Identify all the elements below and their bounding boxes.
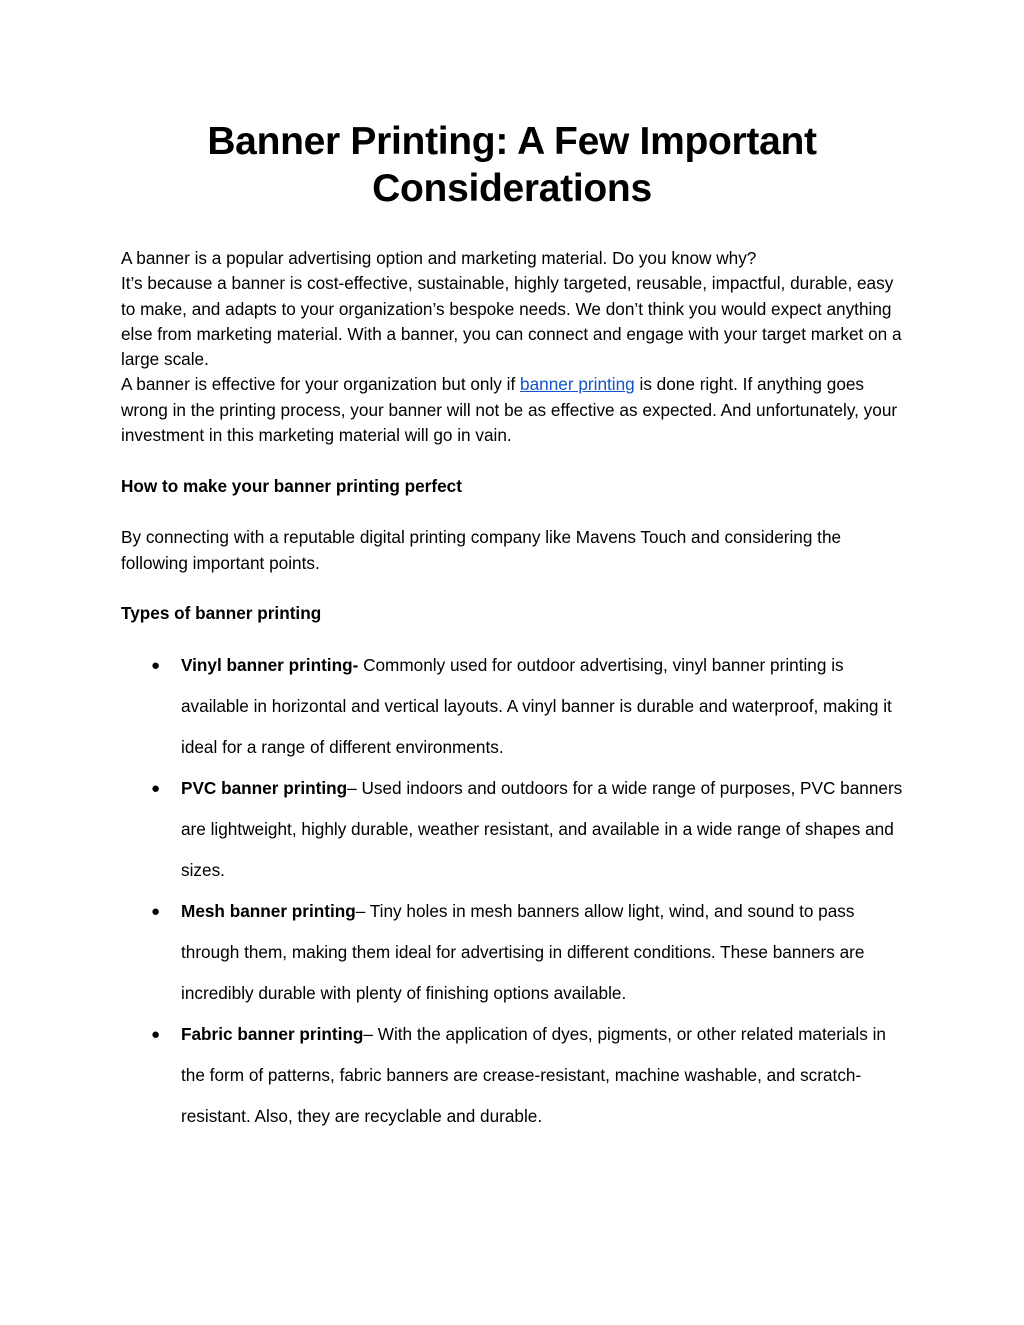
bullet-icon: ●: [151, 779, 161, 797]
intro-paragraph-3: [121, 372, 903, 448]
connecting-paragraph: By connecting with a reputable digital printing company like Mavens Touch and considering the following important points.: [121, 527, 842, 573]
intro-paragraph-3-end: is done right. If anything goes wrong in the printing process, your banner will not be as effective as expected. And unfortunately, your investment in this marketing material will go in vain.: [121, 374, 898, 446]
list-item-label: Vinyl banner printing-: [181, 654, 359, 675]
document-title: [121, 118, 903, 212]
intro-paragraph-1: A banner is a popular advertising option and marketing material. Do you know why?: [121, 248, 757, 268]
list-item-text: – With the application of dyes, pigments, or other related materials in the form of patterns, fabric banners are crease-resistant, machine washable, and scratch-resistant. Also, they are recyclable and durable.: [181, 1023, 886, 1126]
list-item-label: PVC banner printing: [181, 777, 348, 798]
heading-types: Types of banner printing: [121, 602, 322, 623]
title-line-1: Banner Printing: A Few Important: [207, 120, 817, 163]
intro-paragraph-2: It’s because a banner is cost-effective, sustainable, highly targeted, reusable, impactful, durable, easy to make, and adapts to your organization’s bespoke needs. We don’t think you would expect anything else from marketing material. With a banner, you can connect and engage with your target market on a large scale.: [121, 273, 902, 370]
heading-how-to: How to make your banner printing perfect: [121, 476, 462, 497]
list-item-text: – Used indoors and outdoors for a wide range of purposes, PVC banners are lightweight, highly durable, weather resistant, and available in a wide range of shapes and sizes.: [181, 777, 903, 880]
types-list: [121, 645, 903, 1137]
list-item-text: – Tiny holes in mesh banners allow light, wind, and sound to pass through them, making them ideal for advertising in different conditions. These banners are incredibly durable with plenty of finishing options available.: [181, 900, 865, 1003]
list-item-pvc: [121, 768, 903, 891]
list-item-text: Commonly used for outdoor advertising, vinyl banner printing is available in horizontal and vertical layouts. A vinyl banner is durable and waterproof, making it ideal for a range of different environments.: [181, 654, 892, 757]
list-item-vinyl: [121, 645, 903, 768]
bullet-icon: ●: [151, 1025, 161, 1043]
bullet-icon: ●: [151, 902, 161, 920]
banner-printing-link[interactable]: banner printing: [520, 374, 635, 395]
list-item-label: Fabric banner printing: [181, 1023, 364, 1044]
intro-paragraph-3-start: A banner is effective for your organization but only if: [121, 374, 521, 395]
bullet-icon: ●: [151, 656, 161, 674]
intro-section: [121, 246, 903, 448]
list-item-fabric: [121, 1014, 903, 1137]
list-item-label: Mesh banner printing: [181, 900, 356, 921]
title-line-2: Considerations: [372, 167, 652, 210]
list-item-mesh: [121, 891, 903, 1014]
